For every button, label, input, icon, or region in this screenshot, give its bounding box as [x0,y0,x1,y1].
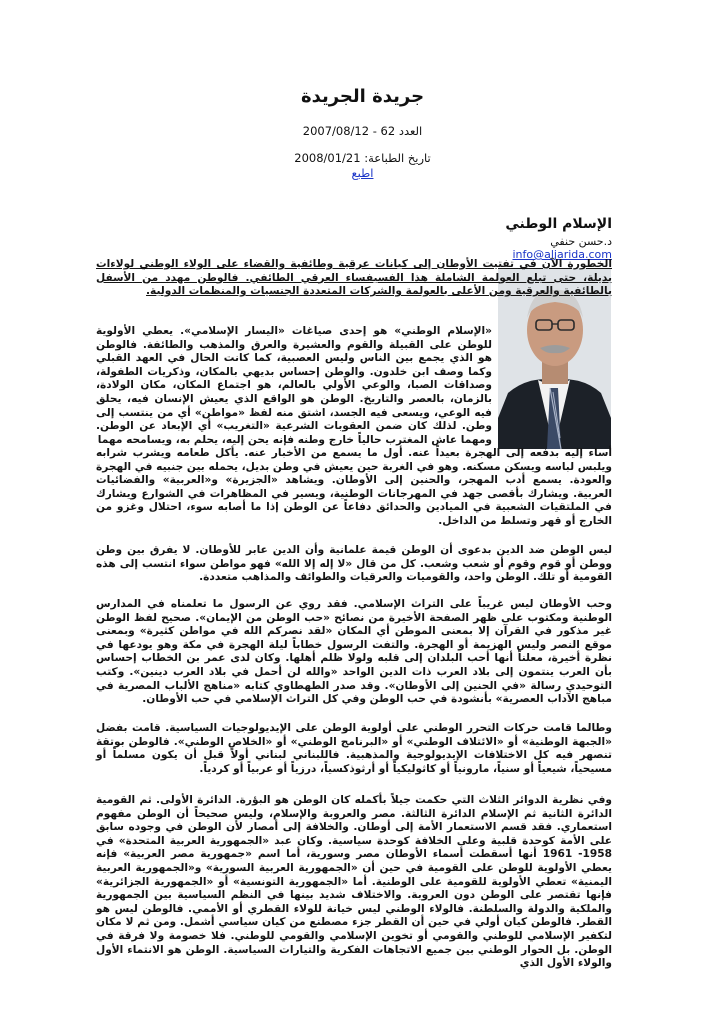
print-date: تاريخ الطباعة: 2008/01/21 [294,151,431,165]
print-link[interactable]: اطبع [351,166,374,180]
article-paragraph-4: وطالما قامت حركات التحرر الوطني على أولوية الوطن على الإيديولوجيات السياسية. قامت بفضل «الجبهة الوطنية» أو «الائتلاف الوطني» أو «البرنامج الوطني» أو «الخلاص الوطني». فالوطن بوتقة تنصهر فيه كل الاختلافات الإيديولوجية والمذهبية. فاللبناني لبناني أولاً قبل أن يكون مسلماً أو مسيحياً، شيعياً أو سنياً، مارونياً أو كاثوليكياً أو أرثوذكسياً، درزياً أو عربياً أو كردياً. [96,722,612,775]
article-paragraph-2: ليس الوطن ضد الدين بدعوى أن الوطن قيمة علمانية وأن الدين عابر للأوطان. لا يفرق بين وطن ووطن أو قوم وقوم أو شعب وشعب. كل من قال «لا إله إلا الله» فهو مواطن سواء انتسب إلى هذه القومية أو تلك. الوطن واحد، والقوميات والعرقيات والطوائف والمذاهب متعددة. [96,544,612,584]
article-lead: الخطورة الآن في تفتيت الأوطان إلى كيانات عرقية وطائفية والقضاء على الولاء الوطني لولاءات بديلة، حتى تبلع العولمة الشاملة هذا الفسيفساء العرقي الطائفي. فالوطن مهدد من الأسفل بالطائفية والعرقية ومن الأعلى بالعولمة والشركات المتعددة الجنسيات والمنظمات الدولية. [96,258,612,298]
issue-line: العدد 62 - 2007/08/12 [302,124,423,138]
article-title: الإسلام الوطني [505,216,612,232]
article-paragraph-5: وفي نظرية الدوائر الثلاث التي حكمت جيلاً بأكمله كان الوطن هو البؤرة. الدائرة الأولى. ثم القومية الدائرة الثانية ثم الإسلام الدائرة الثالثة. مصر والعروبة والإسلام، وليس صحيحاً أن الوطن مفهوم استعماري. فقد قسم الاستعمار الأمة إلى أوطان. والخلافة إلى أمصار لأن الوطن في وجوده سابق على الأمة كوحدة قلبية وعلى الخلافة كوحدة سياسية. وكان عبد «الجمهورية العربية المتحدة» في 1958- 1961 أنها أسقطت أسماء الأوطان مصر وسورية، أما اسم «جمهورية مصر العربية» فإنه يعطي الأولوية للوطن على القومية في حين أن «الجمهورية العربية السورية» و«الجمهورية العربية اليمنية» تعطي الأولوية للقومية على الوطنية. أما «الجمهورية التونسية» أو «الجمهورية الجزائرية» فإنها تقتصر على الوطن دون العروبة. والاختلاف شديد بينها في النظم السياسية بين الجمهورية والملكية والدولة والسلطنة. فالولاء الوطني ليس خيانة للولاء القطري أو الأممي. فالوطن ليس هو القطر. فالوطن كيان أولي في حين أن القطر جزء مصطنع من كيان سياسي أشمل. ومن ثم لا مكان لتكفير الإسلامي للوطني والقومي أو تخوين الإسلامي والقومي للوطني. فلا خصومة ولا فرقة في الوطن. بل الحوار الوطني بين جميع الاتجاهات الفكرية والتيارات السياسية. الوطن هو الانتماء الأول والولاء الأول الذي [96,794,612,970]
author-email-link[interactable]: info@aljarida.com [512,248,612,261]
author-name: د.حسن حنفي [550,235,612,248]
print-link-wrap [0,166,725,180]
article-paragraph-3: وحب الأوطان ليس غريباً على التراث الإسلامي. فقد روي عن الرسول ما تعلمناه في المدارس الوطنية ومكتوب على ظهر الصفحة الأخيرة من نصائح «حب الوطن من الإيمان». صحيح لفظ الوطن غير مذكور في القرآن إلا بمعنى الموطن أي المكان «لقد نصركم الله في مواطن كثيرة» وبمعنى موقع النصر وليس الهزيمة أو الهجرة. والتفت الرسول خطاباً ليلة الهجرة في مكة وهو يودعها في نظرة أخيرة، معلناً أنها أحب البلدان إلى قلبه ولولا ظلم أهلها. وكان لدى عمر بن الخطاب إحساس بأن العرب ينتمون إلى بلاد العرب ذات الدين الواحد «والله لن أحمل في بلاد العرب دينين». وكتب التوحيدي رسالة «في الحنين إلى الأوطان». وقد صدر الطهطاوي كتابه «مناهج الألباب المصرية في مباهج الآداب العصرية» بأنشودة في حب الوطن وفي كل التراث الإسلامي في حب الأوطان. [96,598,612,706]
article-paragraph-1-continued: أساء إليه بدفعه إلى الهجرة بعيداً عنه. أول ما يسمع من الأخبار عنه. يأكل طعامه ويشرب شرابه ويلبس لباسه ويسكن مسكنه. وهو في الغربة حين يعيش في وطن بديل، يحمله بين جنبيه في الهجرة والعودة. يسمع أدب المهجر، والحنين إلى الأوطان. ويشاهد «الجزيرة» و«العربية» والفضائيات العربية. ويشارك بأقصى جهد في المهرجانات الوطنية، ويسير في المظاهرات في الشوارع ويشارك في الملتقيات الشعبية في الميادين والحدائق دفاعاً عن الوطن إذا ما أصابه سوء، احتلال وغزو من الخارج أو قهر وتسلط من الداخل. [96,447,612,527]
masthead: جريدة الجريدة [300,86,425,107]
article-paragraph-1: «الإسلام الوطني» هو إحدى صياغات «اليسار الإسلامي». يعطي الأولوية للوطن على القبيلة والقوم والعشيرة والعرق والمذهب والطائفة. فالوطن هو الذي يجمع بين الناس وليس العصبية، كما كانت الحال في العهد القبلي وكما وصف ابن خلدون. والوطن إحساس بديهي بالمكان، وذكريات الطفولة، وصداقات الصبا، والوعي الأولي بالعالم، هو اجتماع المكان، مكان الولادة، بالزمان، بالعصر والتاريخ. الوطن هو الواقع الذي يعيش الإنسان فيه، يحلق فيه الوعي، ويسعى فيه الجسد، اشتق منه لفظ «مواطن» أي من ينتسب إلى وطن. لذلك كان ضمن العقوبات الشرعية «التغريب» أي الإبعاد عن الوطن. ومهما عاش المغترب حالياً خارج وطنه فإنه يحن إليه، يحلم به، ويسامحه مهما [96,325,492,446]
